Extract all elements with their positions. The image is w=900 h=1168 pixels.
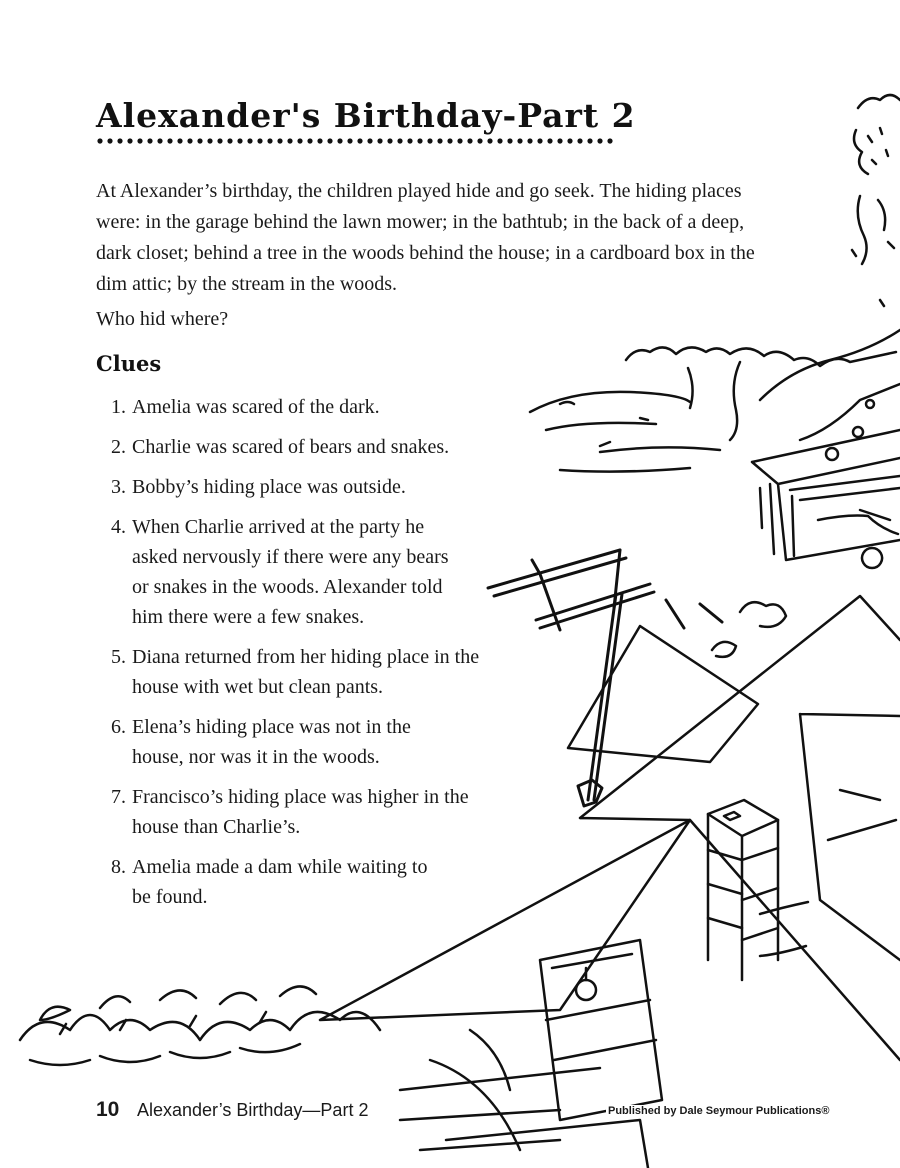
- clue-text: Amelia was scared of the dark.: [132, 396, 380, 418]
- clue-number: 6.: [111, 716, 126, 738]
- attic-window: [400, 940, 662, 1168]
- clue-text: Amelia made a dam while waiting to be found.: [132, 856, 428, 908]
- tree-and-stream: [530, 330, 900, 472]
- clue-item: [100, 642, 490, 702]
- clue-number: 1.: [111, 396, 126, 418]
- clue-item: [100, 712, 490, 772]
- footer-title: Alexander’s Birthday—Part 2: [137, 1100, 369, 1120]
- clue-text: Francisco’s hiding place was higher in the house than Charlie’s.: [132, 786, 469, 838]
- clue-number: 8.: [111, 856, 126, 878]
- clues-heading: Clues: [96, 351, 162, 376]
- clue-text: Elena’s hiding place was not in the house, nor was it in the woods.: [132, 716, 411, 768]
- clue-text: When Charlie arrived at the party he asked nervously if there were any bears or snakes in the woods. Alexander told him there were a few snakes.: [132, 516, 449, 628]
- publisher-credit: Published by Dale Seymour Publications®: [608, 1105, 830, 1117]
- garage: [752, 430, 900, 568]
- clue-item: [100, 392, 490, 422]
- tree-top-right: [852, 95, 900, 306]
- clue-text: Diana returned from her hiding place in the house with wet but clean pants.: [132, 646, 480, 698]
- clue-item: [100, 432, 490, 462]
- intro-paragraph: At Alexander’s birthday, the children played hide and go seek. The hiding places were: in the garage behind the lawn mower; in the bathtub; in the back of a deep, dark closet; behind a tree in the woods behind the house; in a cardboard box in the dim attic; by the stream in the woods.: [96, 180, 755, 295]
- chimney: [708, 800, 808, 980]
- clue-item: [100, 472, 490, 502]
- clue-number: 5.: [111, 646, 126, 668]
- tv-antenna: [488, 550, 722, 806]
- clue-number: 3.: [111, 476, 126, 498]
- clue-number: 7.: [111, 786, 126, 808]
- clue-item: [100, 512, 490, 632]
- clue-number: 4.: [111, 516, 126, 538]
- clue-text: Bobby’s hiding place was outside.: [132, 476, 406, 498]
- question-text: Who hid where?: [96, 308, 229, 330]
- page-number: 10: [96, 1098, 120, 1121]
- clue-text: Charlie was scared of bears and snakes.: [132, 436, 450, 458]
- clue-item: [100, 782, 490, 842]
- title-dotted-underline: [96, 134, 614, 148]
- clue-list: [100, 392, 490, 922]
- clue-number: 2.: [111, 436, 126, 458]
- page-title: Alexander's Birthday-Part 2: [96, 96, 636, 135]
- clue-item: [100, 852, 490, 912]
